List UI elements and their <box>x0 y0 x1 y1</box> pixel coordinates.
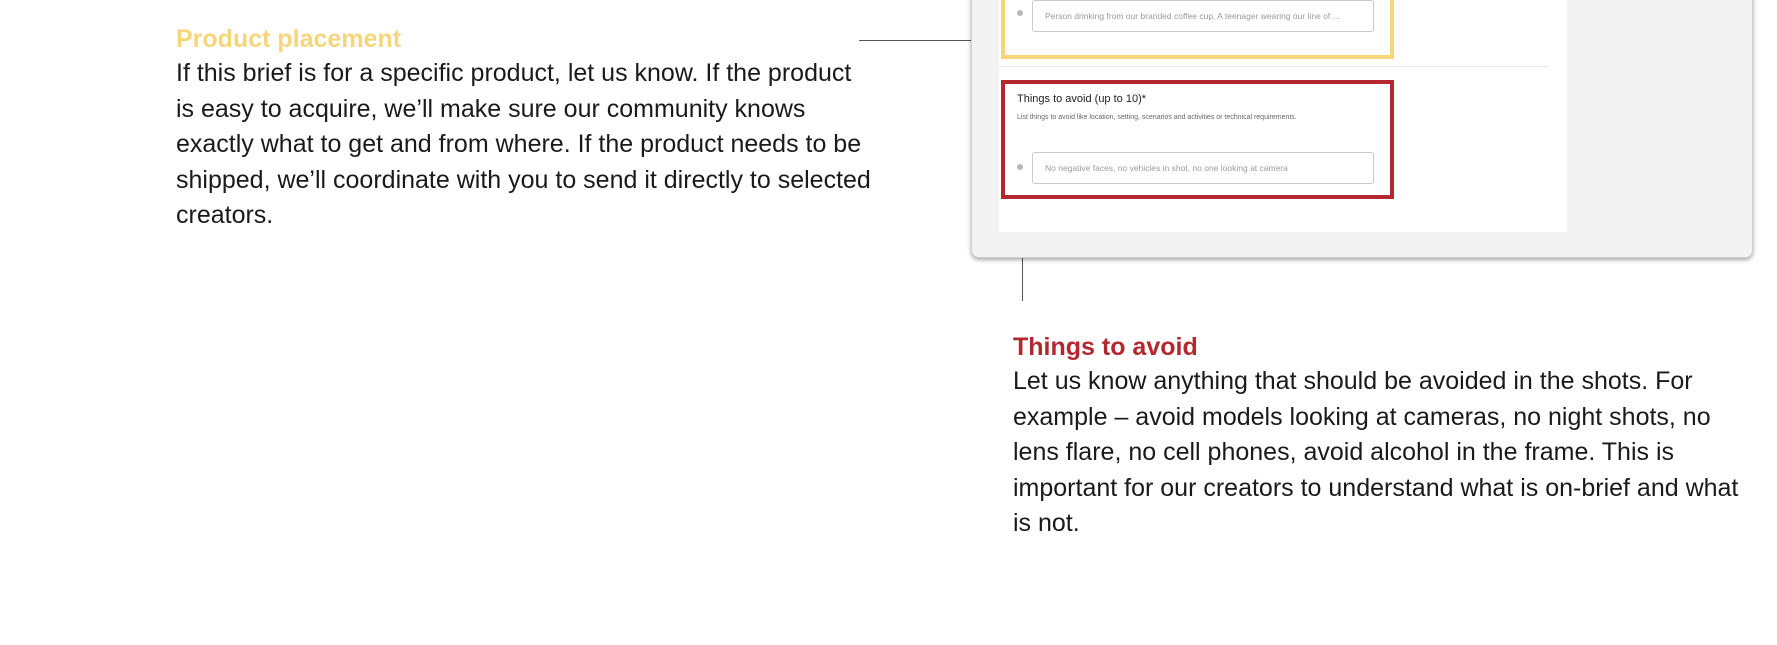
things-to-avoid-field-hint: List things to avoid like location, setting, scenarios and activities or technical requirements. <box>1017 114 1297 121</box>
product-placement-callout <box>176 22 876 234</box>
form-card <box>999 0 1567 232</box>
form-screenshot-panel <box>971 0 1753 258</box>
things-to-avoid-callout <box>1013 330 1753 542</box>
bullet-icon <box>1017 164 1023 170</box>
product-placement-connector <box>859 40 972 41</box>
form-divider <box>999 66 1549 67</box>
product-placement-title: Product placement <box>176 25 402 53</box>
product-field-highlight <box>1001 0 1394 59</box>
things-to-avoid-input[interactable] <box>1032 152 1374 184</box>
product-placement-description: If this brief is for a specific product, let us know. If the product is easy to acquire, we’ll make sure our community knows exactly what to get and from where. If the product needs to be shipped, we’ll coordinate with you to send it directly to selected creators. <box>176 59 871 229</box>
things-to-avoid-description: Let us know anything that should be avoided in the shots. For example – avoid models looking at cameras, no night shots, no lens flare, no cell phones, avoid alcohol in the frame. This is important for our creators to understand what is on-brief and what is not. <box>1013 367 1739 537</box>
things-to-avoid-field-highlight <box>1001 80 1394 199</box>
things-to-avoid-field-label: Things to avoid (up to 10)* <box>1017 93 1147 105</box>
things-to-avoid-title: Things to avoid <box>1013 333 1198 361</box>
things-to-avoid-connector <box>1022 258 1023 301</box>
product-example-input[interactable] <box>1032 0 1374 32</box>
bullet-icon <box>1017 10 1023 16</box>
